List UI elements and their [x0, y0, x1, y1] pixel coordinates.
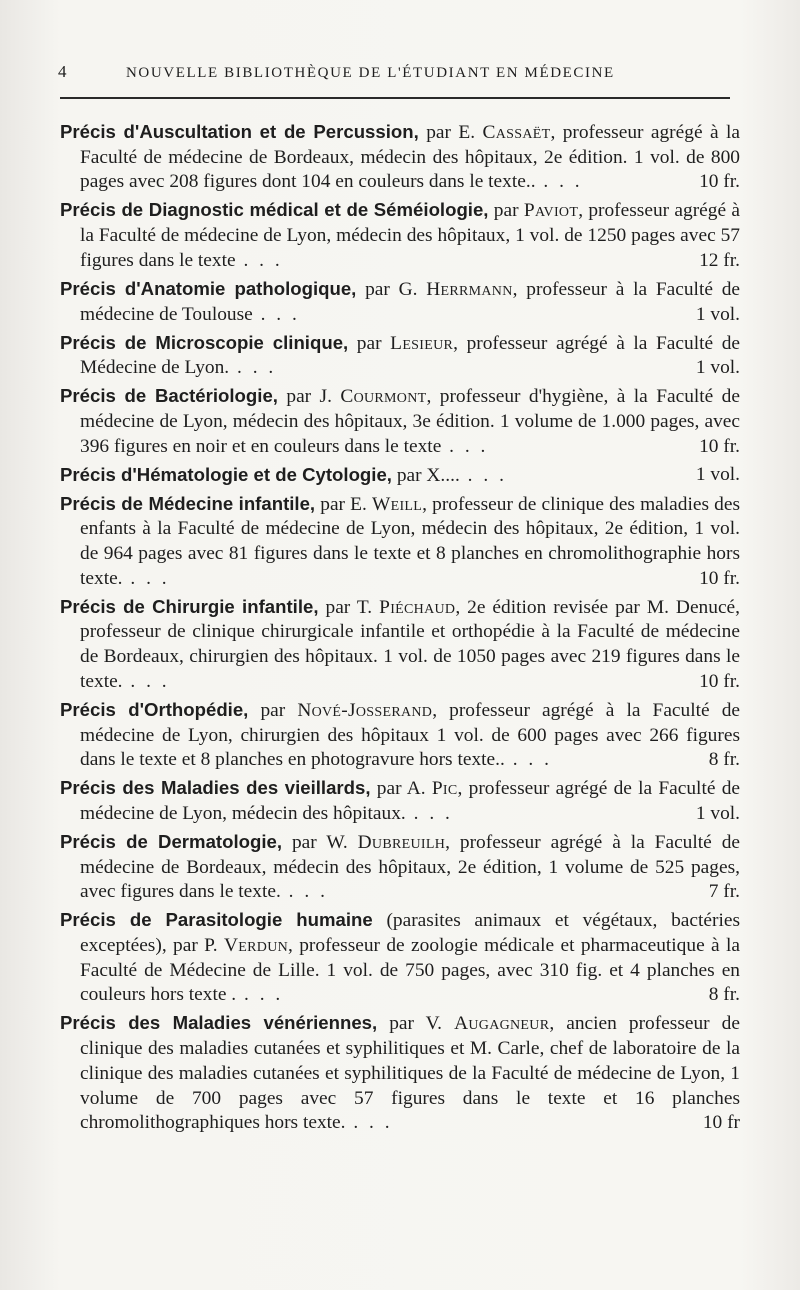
entry-byline: par T. [318, 596, 380, 618]
catalog-entry [60, 595, 740, 695]
entry-author: Cassaët [482, 122, 551, 143]
entry-description: , professeur agrégé à la Faculté de médecine de Bordeaux, médecin des hôpitaux, 2e édition. 1 vol. de 800 pages avec 208 figures dont 104 en couleurs dans le texte.. [80, 122, 740, 193]
catalog-entry [60, 776, 740, 826]
dot-leader: . . . [345, 1112, 393, 1134]
entry-price-leader [281, 881, 328, 902]
dot-leader: . . . [252, 303, 300, 325]
catalog-entry [60, 384, 740, 459]
entry-title: Précis des Maladies vénériennes, [60, 1012, 378, 1034]
entry-price: 10 fr. [699, 670, 740, 692]
entry-author: Piéchaud [379, 596, 456, 618]
entry-price-leader [536, 171, 583, 192]
entry-byline: par [488, 200, 524, 222]
entry-title: Précis de Parasitologie humaine [60, 909, 373, 931]
entry-byline: par J. [277, 386, 341, 408]
dot-leader: . . . [122, 567, 170, 589]
entry-title: Précis d'Hématologie et de Cytologie, [60, 463, 392, 485]
dot-leader: . . . [229, 357, 277, 379]
entry-author: Paviot [523, 200, 579, 222]
dot-leader: . . . [535, 171, 583, 193]
dot-leader: . . . [504, 749, 552, 771]
entry-description: , professeur agrégé à la Faculté de Médecine de Lyon. [80, 332, 740, 379]
entry-description: , professeur agrégé de la Faculté de médecine de Lyon, médecin des hôpitaux. [80, 778, 740, 824]
catalog-entry [60, 331, 740, 381]
entry-author: Courmont [340, 386, 427, 408]
entry-byline: par [248, 699, 298, 721]
entry-title: Précis d'Orthopédie, [60, 698, 249, 720]
entry-price: 8 fr. [708, 749, 740, 771]
entry-price: 10 fr. [699, 171, 740, 193]
entry-byline: par [348, 332, 391, 354]
entry-price-leader [229, 357, 276, 378]
entry-price-leader [236, 984, 283, 1005]
entry-description: , professeur agrégé à la Faculté de médecine de Bordeaux, médecin des hôpitaux, 2e édition, 1 volume de 525 pages, avec figures dans le texte. [80, 831, 740, 903]
catalog-entry [60, 120, 740, 195]
dot-leader: . . . [236, 984, 284, 1006]
catalog-entry [60, 1011, 740, 1136]
entry-description: , 2e édition revisée par M. Denucé, professeur de clinique chirurgicale infantile et orthopédie à la Faculté de médecine de Bordeaux, chirurgien des hôpitaux. 1 vol. de 1050 pages avec 219 figures dans le texte. [80, 596, 740, 692]
entry-price: 1 vol. [695, 802, 740, 824]
dot-leader: . . . [280, 881, 328, 903]
entry-author: Dubreuilh [357, 831, 446, 853]
entry-description: , professeur à la Faculté de médecine de Toulouse [80, 278, 740, 325]
entry-author: Herrmann [426, 278, 513, 300]
entry-byline: par E. [418, 122, 483, 143]
header-title: NOUVELLE BIBLIOTHÈQUE DE L'ÉTUDIANT EN MÉDECINE [126, 65, 615, 81]
entry-author: Nové-Josserand [297, 699, 433, 721]
dot-leader: . . . [122, 670, 170, 692]
entry-price-leader [123, 671, 170, 692]
entry-byline: par G. [356, 278, 427, 300]
entry-title: Précis de Médecine infantile, [60, 492, 316, 514]
entry-price-leader [253, 304, 300, 325]
entry-byline: (parasites animaux et végétaux, bactéries exceptées), par P. [80, 910, 740, 957]
catalog-entry [60, 198, 740, 273]
entry-price: 12 fr. [699, 249, 740, 271]
entry-description: , professeur d'hygiène, à la Faculté de médecine de Lyon, médecin des hôpitaux, 3e édition. 1 volume de 1.000 pages, avec 396 figures en noir et en couleurs dans le texte [80, 386, 740, 457]
catalog-entry [60, 908, 740, 1008]
entry-title: Précis de Bactériologie, [60, 385, 278, 407]
entry-title: Précis de Diagnostic médical et de Séméiologie, [60, 199, 489, 221]
entry-price-leader [460, 465, 507, 486]
entry-price: 10 fr. [699, 567, 740, 589]
entry-description: , professeur agrégé à la Faculté de médecine de Lyon, médecin des hôpitaux, 1 vol. de 1250 pages avec 57 figures dans le texte [80, 200, 740, 271]
catalog-entry [60, 830, 740, 905]
entry-price: 1 vol. [695, 463, 740, 485]
dot-leader: . . . [459, 464, 507, 486]
entry-author: Pic [431, 778, 458, 800]
entry-price: 7 fr. [708, 881, 740, 903]
running-header [58, 62, 738, 82]
entry-price: 8 fr. [708, 984, 740, 1006]
catalog-entry [60, 698, 740, 773]
entry-byline: par W. [282, 831, 358, 853]
entry-author: Weill [372, 493, 423, 515]
entry-description: , professeur de zoologie médicale et pharmaceutique à la Faculté de Médecine de Lille. 1 vol. de 750 pages, avec 310 fig. et 4 planches en couleurs hors texte . [80, 935, 741, 1006]
dot-leader: . . . [441, 435, 489, 457]
entry-description: , ancien professeur de clinique des maladies cutanées et syphilitiques et M. Carle, chef de laboratoire de la clinique des maladies cutanées et syphilitiques de la Faculté de médecine de Lyon, 1 volume de 700 pages avec 57 figures dans le texte et 16 planches chromolithographiques hors texte. [80, 1013, 740, 1134]
dot-leader: . . . [235, 249, 283, 271]
entry-author: Verdun [224, 935, 289, 957]
entry-byline: par A. [370, 778, 432, 800]
entry-description: , professeur de clinique des maladies des enfants à la Faculté de médecine de Lyon, médecin des hôpitaux, 2e édition, 1 vol. de 964 pages avec 81 figures dans le texte et 8 planches en chromolithographie hors texte. [80, 493, 741, 589]
catalog-entry [60, 463, 740, 489]
entry-price: 10 fr [702, 1112, 740, 1134]
entry-title: Précis de Dermatologie, [60, 830, 283, 852]
entry-price-leader [123, 568, 170, 589]
entry-description: , professeur agrégé à la Faculté de médecine de Lyon, chirurgien des hôpitaux 1 vol. de 600 pages avec 266 figures dans le texte et 8 planches en photogravure hors texte.. [80, 699, 741, 771]
catalog-entry [60, 277, 740, 327]
entry-title: Précis d'Auscultation et de Percussion, [60, 121, 419, 142]
entry-price-leader [441, 436, 488, 457]
entry-price-leader [346, 1112, 393, 1133]
entry-price-leader [505, 749, 552, 770]
catalog-entries [60, 120, 740, 1139]
entry-title: Précis de Microscopie clinique, [60, 331, 349, 353]
page-number: 4 [58, 62, 69, 81]
entry-byline: par X.... [391, 464, 460, 486]
entry-price-leader [236, 250, 283, 271]
entry-author: Lesieur [390, 332, 454, 354]
entry-price: 1 vol. [695, 303, 740, 325]
entry-byline: par V. [377, 1013, 455, 1035]
entry-author: Augagneur [454, 1013, 550, 1035]
entry-price: 10 fr. [699, 435, 740, 457]
dot-leader: . . . [405, 802, 453, 824]
header-rule [60, 97, 730, 99]
entry-title: Précis d'Anatomie pathologique, [60, 277, 357, 299]
entry-price: 1 vol. [695, 357, 740, 379]
entry-price-leader [406, 803, 453, 824]
entry-title: Précis des Maladies des vieillards, [60, 777, 371, 799]
entry-byline: par E. [315, 493, 373, 515]
entry-title: Précis de Chirurgie infantile, [60, 595, 319, 617]
catalog-entry [60, 492, 740, 592]
